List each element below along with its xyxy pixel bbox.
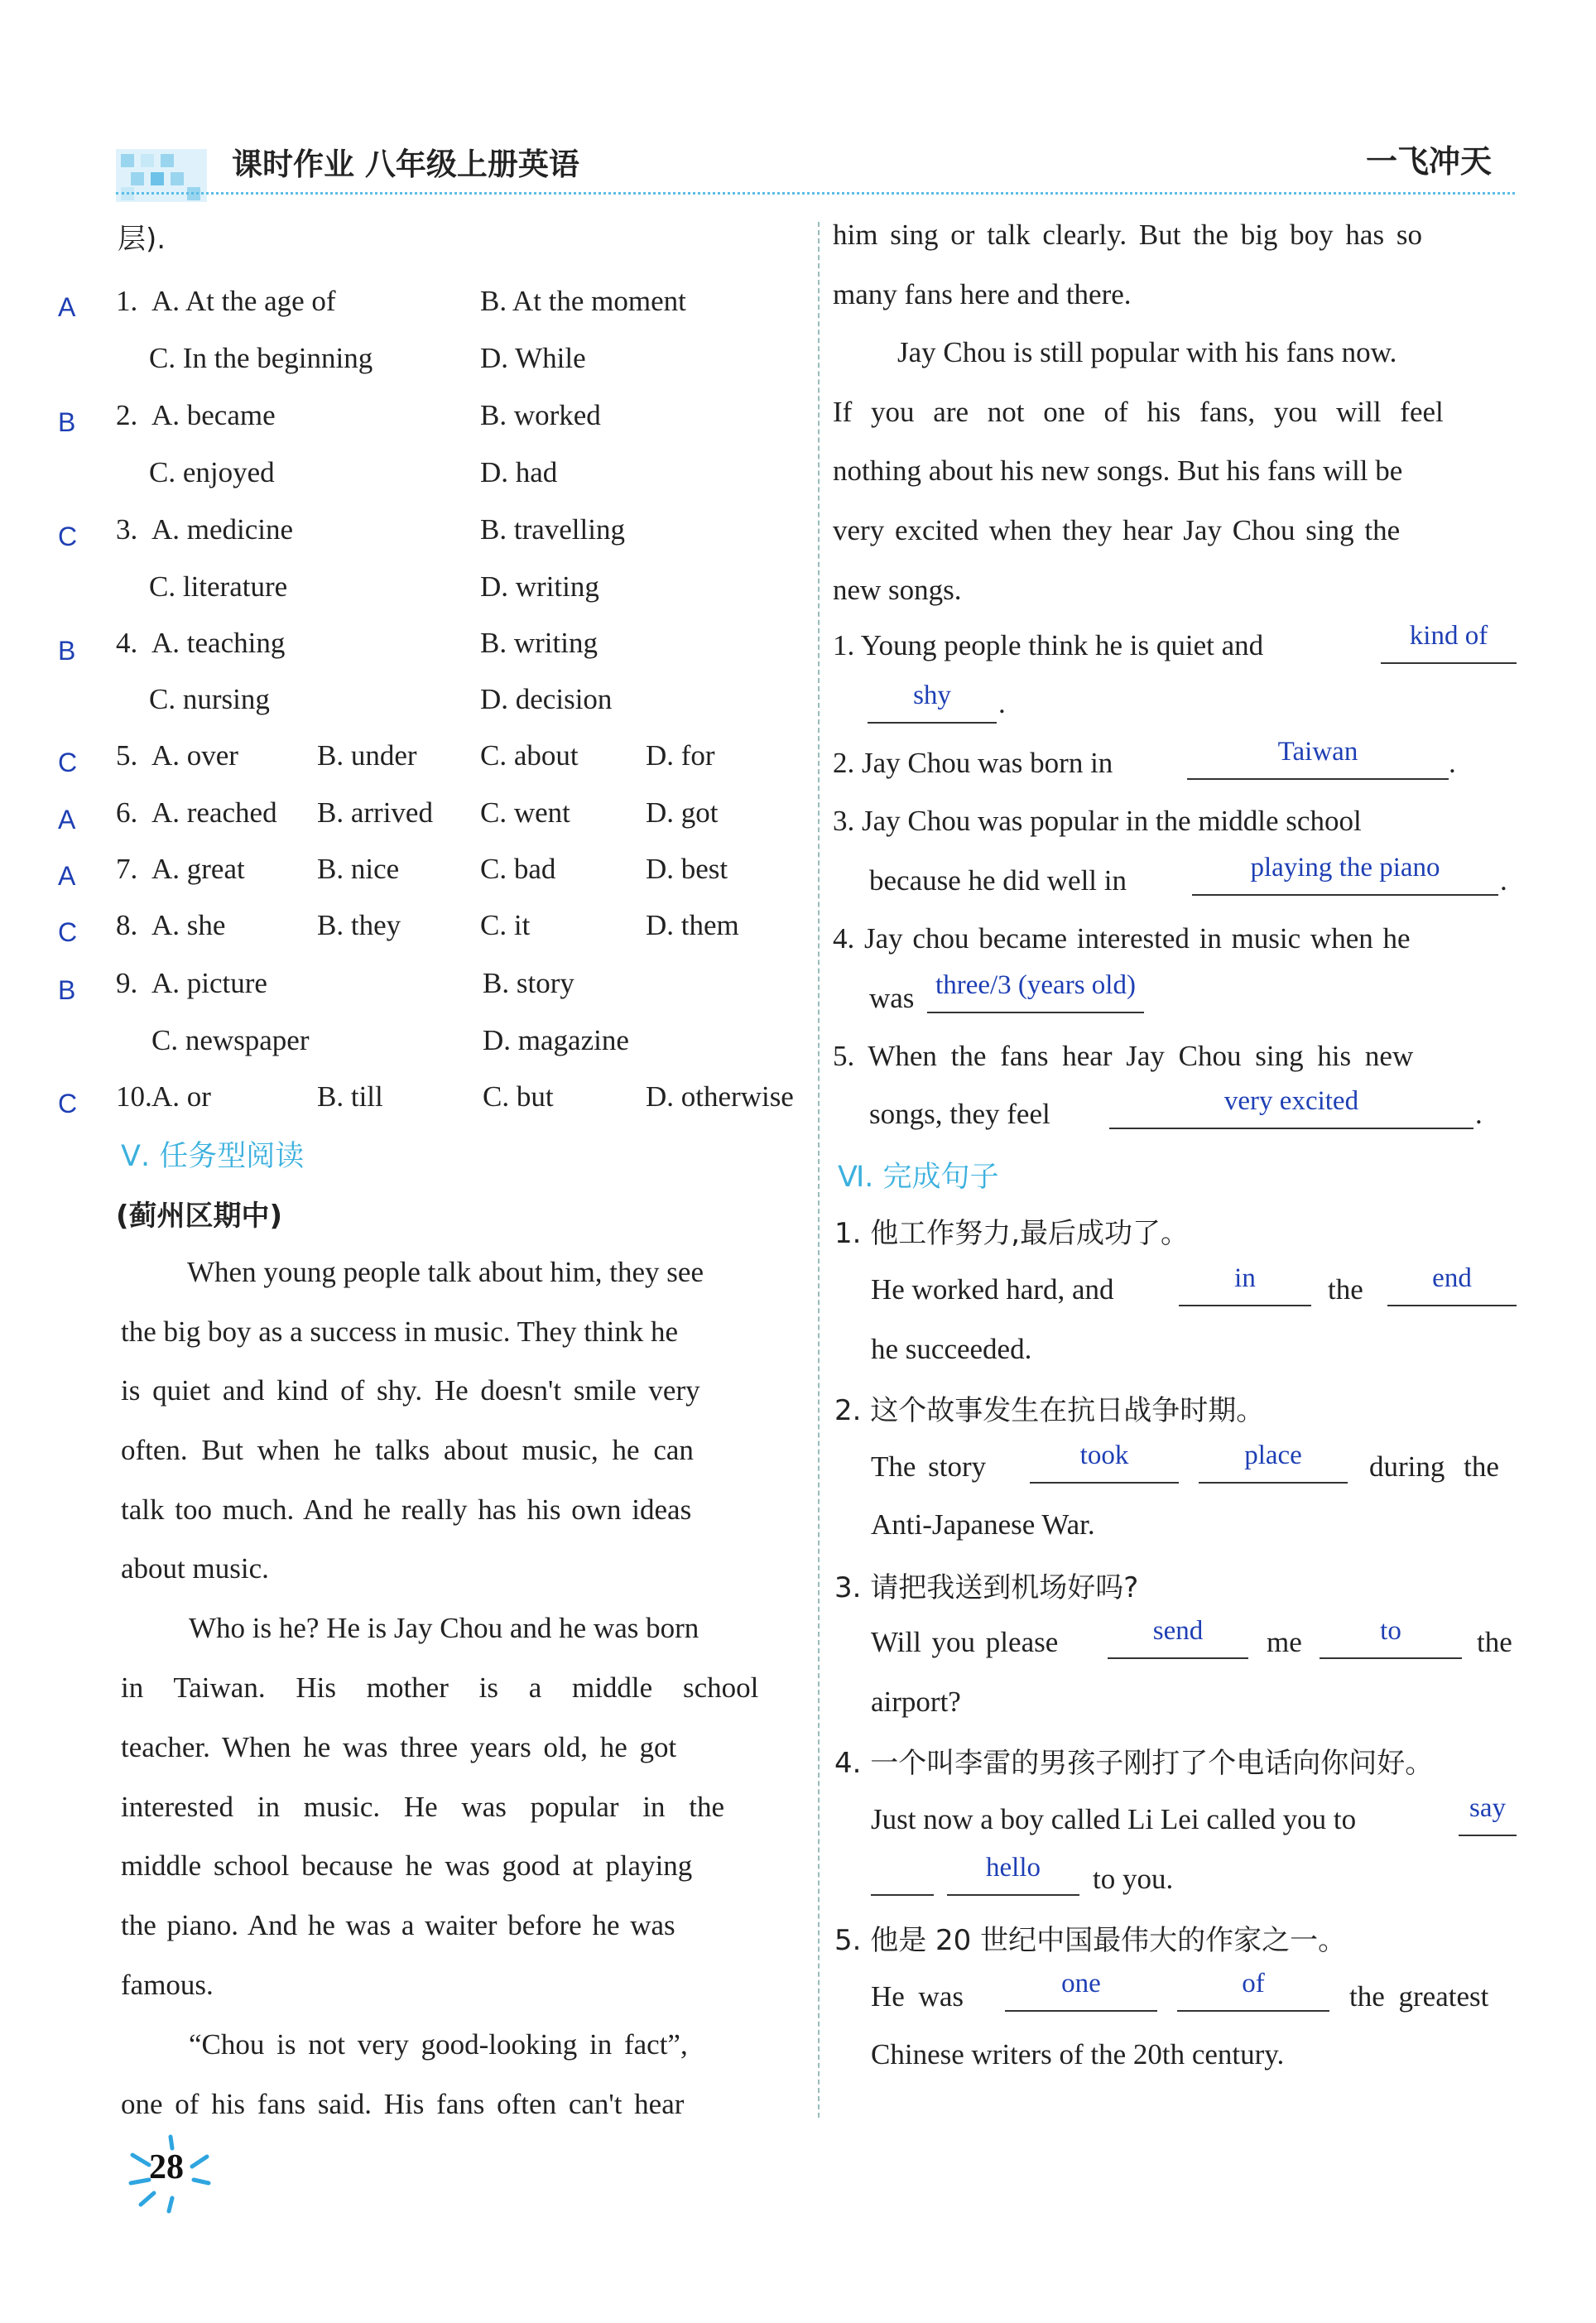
answer-text: say <box>1469 1793 1506 1823</box>
answer-text: one <box>1061 1969 1101 1998</box>
passage-line: If you are not one of his fans, you will feel <box>833 396 1444 428</box>
option: C. enjoyed <box>149 456 275 488</box>
answer-mark: C <box>58 748 78 777</box>
sentence-text: Will you please <box>871 1626 1059 1658</box>
passage-line: When young people talk about him, they see <box>187 1256 704 1288</box>
option: C. literature <box>149 570 288 603</box>
answer-blank <box>1381 621 1517 664</box>
option: A. teaching <box>151 627 286 659</box>
answer-blank <box>1179 1263 1311 1306</box>
answer-mark: C <box>58 917 78 947</box>
answer-text: end <box>1432 1263 1472 1293</box>
answer-mark: B <box>58 975 76 1005</box>
passage-line: Who is he? He is Jay Chou and he was born <box>189 1612 699 1644</box>
sentence-text: Anti-Japanese War. <box>871 1508 1095 1541</box>
chinese-prompt: 4. 一个叫李雷的男孩子刚打了个电话向你问好。 <box>834 1747 1434 1780</box>
punctuation: . <box>1449 747 1456 779</box>
passage-line: very excited when they hear Jay Chou sing the <box>833 514 1401 546</box>
answer-text: shy <box>913 681 951 710</box>
answer-mark: A <box>58 292 76 322</box>
answer-mark: A <box>58 861 76 891</box>
passage-line: is quiet and kind of shy. He doesn't smile very <box>121 1374 700 1407</box>
question-number: 5. <box>116 739 138 772</box>
answer-text: very excited <box>1223 1086 1359 1116</box>
question-number: 9. <box>116 967 138 999</box>
option: B. writing <box>480 627 598 659</box>
page-number: 28 <box>149 2148 184 2186</box>
option: D. magazine <box>483 1024 629 1056</box>
chinese-prompt: 5. 他是 20 世纪中国最伟大的作家之一。 <box>834 1924 1347 1957</box>
option: C. In the beginning <box>149 342 373 374</box>
answer-blank <box>1192 853 1498 896</box>
question-number: 8. <box>116 909 138 941</box>
question-number: 10. <box>116 1080 152 1113</box>
option: D. otherwise <box>646 1080 794 1113</box>
option: A. great <box>151 853 245 885</box>
option: A. became <box>151 399 276 431</box>
option: A. or <box>151 1080 211 1113</box>
option: B. till <box>317 1080 383 1113</box>
answer-blank <box>871 1856 934 1896</box>
passage-line: new songs. <box>833 574 962 606</box>
column-divider <box>818 222 820 2118</box>
option: D. had <box>480 456 558 488</box>
answer-blank <box>1030 1440 1179 1484</box>
question-text: 4. Jay chou became interested in music when he <box>833 922 1411 955</box>
answer-blank <box>1177 1969 1329 2012</box>
answer-blank <box>927 970 1144 1013</box>
answer-mark: B <box>58 407 76 437</box>
question-number: 4. <box>116 627 138 659</box>
question-text: 5. When the fans hear Jay Chou sing his new <box>833 1040 1414 1072</box>
sentence-text: airport? <box>871 1686 961 1718</box>
answer-text: kind of <box>1409 621 1488 651</box>
sentence-text: to you. <box>1093 1863 1174 1895</box>
answer-blank <box>868 681 997 724</box>
passage-line: teacher. When he was three years old, he got <box>121 1731 677 1763</box>
sentence-text: He was <box>871 1980 964 2013</box>
option: A. medicine <box>151 513 294 546</box>
chinese-prompt: 3. 请把我送到机场好吗? <box>834 1571 1139 1604</box>
answer-text: send <box>1152 1616 1204 1646</box>
answer-mark: C <box>58 1089 78 1118</box>
option: C. bad <box>480 853 556 885</box>
answer-text: place <box>1244 1440 1302 1470</box>
answer-blank <box>1108 1616 1248 1659</box>
answer-mark: C <box>58 522 78 551</box>
question-number: 7. <box>116 853 138 885</box>
option: D. best <box>646 853 728 885</box>
question-text: because he did well in <box>869 864 1127 897</box>
answer-mark: B <box>58 636 76 666</box>
option: C. but <box>483 1080 554 1113</box>
sentence-text: The story <box>871 1450 987 1483</box>
passage-line: often. But when he talks about music, he can <box>121 1434 694 1466</box>
answer-blank <box>1387 1263 1517 1306</box>
answer-text: three/3 (years old) <box>935 970 1136 1000</box>
header-title: 课时作业 八年级上册英语 <box>232 147 579 182</box>
answer-text: hello <box>986 1853 1041 1883</box>
question-number: 6. <box>116 796 138 829</box>
option: C. nursing <box>149 683 270 715</box>
option: B. nice <box>317 853 400 885</box>
option: B. they <box>317 909 401 941</box>
brand-logo: 一飞冲天 <box>1366 143 1493 180</box>
section-title: Ⅵ. 完成句子 <box>838 1161 999 1194</box>
answer-blank <box>1199 1440 1348 1484</box>
option: C. newspaper <box>151 1024 310 1056</box>
passage-line: one of his fans said. His fans often can't hear <box>121 2088 685 2120</box>
answer-text: Taiwan <box>1277 737 1358 767</box>
answer-blank <box>1320 1616 1462 1659</box>
option: D. While <box>480 342 586 374</box>
question-number: 2. <box>116 399 138 431</box>
option: A. she <box>151 909 226 941</box>
question-number: 1. <box>116 285 138 317</box>
option: B. worked <box>480 399 601 431</box>
passage-line: the piano. And he was a waiter before he was <box>121 1909 675 1941</box>
answer-blank <box>947 1853 1079 1896</box>
sentence-text: Just now a boy called Li Lei called you to <box>871 1803 1357 1835</box>
answer-blank <box>1459 1793 1517 1836</box>
option: B. travelling <box>480 513 625 546</box>
option: A. At the age of <box>151 285 336 317</box>
option: B. arrived <box>317 796 433 829</box>
answer-blank <box>1109 1086 1473 1129</box>
answer-blank <box>1187 737 1449 780</box>
answer-text: to <box>1380 1616 1401 1646</box>
punctuation: . <box>998 687 1006 719</box>
passage-line: the big boy as a success in music. They think he <box>121 1315 678 1348</box>
header-deco-icon <box>116 141 215 207</box>
chinese-prompt: 1. 他工作努力,最后成功了。 <box>834 1217 1190 1250</box>
sentence-text: the greatest <box>1349 1980 1489 2013</box>
passage-line: interested in music. He was popular in the <box>121 1791 725 1823</box>
option: D. them <box>646 909 739 941</box>
sentence-text: Chinese writers of the 20th century. <box>871 2038 1285 2070</box>
answer-text: playing the piano <box>1250 853 1440 883</box>
option: C. it <box>480 909 531 941</box>
passage-line: middle school because he was good at playing <box>121 1849 693 1882</box>
question-number: 3. <box>116 513 138 546</box>
answer-text: took <box>1079 1440 1129 1470</box>
sentence-text: the <box>1477 1626 1512 1658</box>
punctuation: . <box>1500 864 1507 897</box>
passage-line: many fans here and there. <box>833 278 1132 310</box>
sentence-text: me <box>1267 1626 1302 1658</box>
passage-line: about music. <box>121 1552 269 1585</box>
chinese-prompt: 2. 这个故事发生在抗日战争时期。 <box>834 1394 1265 1427</box>
section-source: (蓟州区期中) <box>116 1200 283 1233</box>
passage-line: in Taiwan. His mother is a middle school <box>121 1671 759 1704</box>
section-title: Ⅴ. 任务型阅读 <box>121 1140 305 1173</box>
option: B. story <box>483 967 574 999</box>
question-text: 3. Jay Chou was popular in the middle school <box>833 805 1362 837</box>
passage-line: him sing or talk clearly. But the big boy has so <box>833 219 1422 251</box>
option: C. about <box>480 739 579 772</box>
option: A. reached <box>151 796 277 829</box>
passage-line: Jay Chou is still popular with his fans now. <box>897 336 1397 368</box>
option: D. decision <box>480 683 613 715</box>
option: A. over <box>151 739 238 772</box>
option: D. got <box>646 796 719 829</box>
option: B. under <box>317 739 417 772</box>
passage-line: talk too much. And he really has his own ideas <box>121 1493 692 1526</box>
option: D. writing <box>480 570 599 603</box>
sentence-text: he succeeded. <box>871 1333 1032 1365</box>
question-text: 2. Jay Chou was born in <box>833 747 1113 779</box>
answer-mark: A <box>58 805 76 834</box>
punctuation: . <box>1475 1098 1483 1130</box>
option: D. for <box>646 739 715 772</box>
option: C. went <box>480 796 570 829</box>
passage-line: nothing about his new songs. But his fans will be <box>833 454 1403 487</box>
sentence-text: the <box>1328 1273 1363 1306</box>
passage-line: famous. <box>121 1969 214 2001</box>
answer-text: in <box>1234 1263 1256 1293</box>
question-text: songs, they feel <box>869 1098 1050 1130</box>
fragment-text: 层). <box>118 223 166 256</box>
answer-text: of <box>1242 1969 1265 1998</box>
option: A. picture <box>151 967 267 999</box>
sentence-text: during the <box>1369 1450 1499 1483</box>
question-text: was <box>869 982 915 1014</box>
question-text: 1. Young people think he is quiet and <box>833 629 1264 661</box>
option: B. At the moment <box>480 285 686 317</box>
passage-line: “Chou is not very good-looking in fact”, <box>189 2028 688 2061</box>
header-rule <box>116 192 1515 195</box>
answer-blank <box>1005 1969 1157 2012</box>
sentence-text: He worked hard, and <box>871 1273 1114 1306</box>
